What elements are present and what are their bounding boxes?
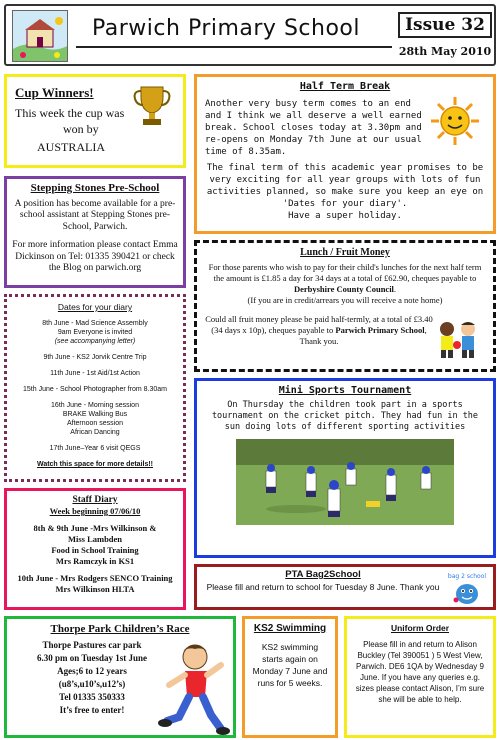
pta-body: Please fill and return to school for Tuesday 8 June. Thank you <box>206 581 440 592</box>
staff-week: Week beginning 07/06/10 <box>49 506 141 516</box>
title-divider <box>76 46 392 48</box>
diary-entry-text: 8th June - Mad Science Assembly <box>42 320 148 327</box>
diary-entry-text: African Dancing <box>70 429 120 436</box>
half-term-p2b: 'Dates for your diary'. <box>282 199 408 209</box>
lunch-p1-text: For those parents who wish to pay for their child's lunches for the next half term the amount is £1.85 a day for 34 days at a total of £62.90, cheques payable to <box>208 262 482 283</box>
thorpe-line: It’s free to enter! <box>59 705 125 715</box>
diary-entry: 17th June–Year 6 visit QEGS <box>49 445 141 452</box>
diary-entry-text: (see accompanying letter) <box>54 338 136 345</box>
lunch-p1 <box>203 262 487 306</box>
school-title: Parwich Primary School <box>92 16 360 41</box>
lunch-money-box <box>194 240 496 372</box>
thorpe-park-box <box>4 616 236 738</box>
diary-footer: Watch this space for more details!! <box>36 461 154 468</box>
fruit-payee: Parwich Primary School <box>335 325 425 335</box>
issue-number: Issue 32 <box>398 12 492 38</box>
half-term-heading: Half Term Break <box>299 81 391 92</box>
stepping-stones-p2: For more information please contact Emma Dickinson on Tel: 01335 390421 or check the Blog on parwich.org <box>12 240 178 273</box>
diary-entry: 15th June - School Photographer from 8.30am <box>23 386 167 393</box>
bag2school-logo-text: bag 2 school <box>447 573 487 580</box>
trophy-icon <box>131 83 173 129</box>
sun-icon <box>429 95 481 147</box>
thorpe-heading: Thorpe Park Children’s Race <box>50 623 190 635</box>
diary-entry: 11th June - 1st Aid/1st Action <box>50 370 140 377</box>
school-logo-icon <box>12 10 68 62</box>
sports-photo <box>236 439 454 525</box>
stepping-stones-heading: Stepping Stones Pre-School <box>30 182 160 194</box>
thorpe-line: Thorpe Pastures car park <box>42 640 142 650</box>
diary-entry-text: 9am Everyone is invited <box>57 329 133 336</box>
lunch-heading: Lunch / Fruit Money <box>300 247 390 258</box>
half-term-p2a: The final term of this academic year promises to be very exciting for all year groups with lots of fun activities planned, so make sure you keep an eye on <box>206 163 484 197</box>
ks2-body: KS2 swimming starts again on Monday 7 June and runs for 5 weeks. <box>252 642 328 688</box>
diary-entry <box>11 401 179 437</box>
uniform-heading: Uniform Order <box>390 623 450 633</box>
thorpe-line: (u8’s,u10’s,u12’s) <box>58 679 126 689</box>
sports-heading: Mini Sports Tournament <box>278 385 412 396</box>
pta-heading: PTA Bag2School <box>285 569 361 580</box>
sports-body: On Thursday the children took part in a sports tournament on the cricket pitch. They had fun in the sun doing lots of different sporting activities <box>211 400 479 432</box>
staff-heading: Staff Diary <box>72 495 118 505</box>
lunch-p1-end: . <box>393 284 397 294</box>
half-term-p2c: Have a super holiday. <box>288 211 402 221</box>
cup-winners-box <box>4 74 186 168</box>
diary-entry <box>11 319 179 346</box>
cup-line1: This week the cup was <box>15 106 125 120</box>
staff-line: Mrs Wilkinson HLTA <box>55 584 135 594</box>
bag2school-logo-icon <box>447 570 487 606</box>
cup-line2: won by <box>63 122 99 136</box>
uniform-order-box <box>344 616 496 738</box>
lunch-note: (If you are in credit/arrears you will receive a note home) <box>247 295 443 305</box>
half-term-box <box>194 74 496 234</box>
ks2-swimming-box <box>242 616 338 738</box>
lunch-payee: Derbyshire County Council <box>293 284 394 294</box>
sports-tournament-box <box>194 378 496 558</box>
lunch-p2-end: , Thank you. <box>299 325 427 346</box>
lunch-p2-text: Could all fruit money please be paid half-termly, at a total of £3.40 (34 days x 10p), cheques payable to <box>205 314 433 335</box>
issue-date: 28th May 2010 <box>398 45 492 58</box>
diary-entry-text: 16th June - Morning session <box>51 402 139 409</box>
pta-box <box>194 564 496 610</box>
cup-heading: Cup Winners! <box>15 85 94 100</box>
staff-line: Mrs Ramczyk in KS1 <box>55 556 135 566</box>
staff-line: 8th & 9th June -Mrs Wilkinson & <box>33 523 157 533</box>
runner-icon <box>155 641 231 735</box>
diary-entry-text: Afternoon session <box>66 420 124 427</box>
staff-line: Miss Lambden <box>67 534 123 544</box>
diary-entry: 9th June - KS2 Jorvik Centre Trip <box>43 354 147 361</box>
uniform-body: Please fill in and return to Alison Buckley (Tel 390051 ) 5 West View, Parwich. DE6 1QA by Wednesday 9 June. If you have any queries e.g. sizes please contact Alison, I’m sure she will be able to help. <box>355 640 485 704</box>
half-term-p1: Another very busy term comes to an end and I think we all deserve a well earned break. School closes today at 3.30pm and re-opens on Monday 7th June at our usual time of 8.35am. <box>205 99 422 157</box>
stepping-stones-box <box>4 176 186 288</box>
thorpe-line: 6.30 pm on Tuesday 1st June <box>36 653 148 663</box>
masthead <box>4 4 496 66</box>
ks2-heading: KS2 Swimming <box>253 623 327 634</box>
stepping-stones-p1: A position has become available for a pre-school assistant at Stepping Stones pre-School, Parwich. <box>14 198 176 232</box>
diary-heading: Dates for your diary <box>57 302 133 312</box>
thorpe-line: Tel 01335 350333 <box>59 692 125 702</box>
lunch-p2 <box>203 314 435 347</box>
staff-line: 10th June - Mrs Rodgers SENCO Training <box>17 573 173 583</box>
diary-entry-text: BRAKE Walking Bus <box>62 411 128 418</box>
cup-winner: AUSTRALIA <box>37 140 105 154</box>
children-eating-icon <box>435 319 481 359</box>
thorpe-line: Ages;6 to 12 years <box>57 666 127 676</box>
staff-line: Food in School Training <box>51 545 139 555</box>
staff-diary-box <box>4 488 186 610</box>
diary-box <box>4 294 186 482</box>
